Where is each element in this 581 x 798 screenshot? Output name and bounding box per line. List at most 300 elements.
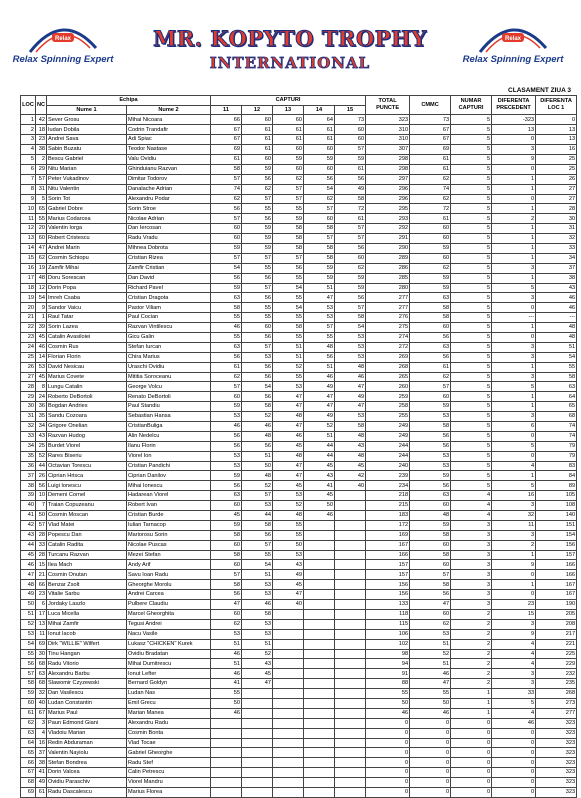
cell-capturi-12: 60 (242, 323, 273, 333)
cell-capturi-14 (304, 738, 335, 748)
cell-capturi-12: 56 (242, 174, 273, 184)
table-row (21, 441, 577, 451)
cell-nc: 54 (36, 293, 47, 303)
cell-numar-capturi: 3 (451, 570, 492, 580)
cell-capturi-11: 53 (211, 451, 242, 461)
cell-total-puncte: 275 (366, 323, 410, 333)
cell-total-puncte: 291 (366, 234, 410, 244)
cell-capturi-12 (242, 748, 273, 758)
table-row (21, 125, 577, 135)
cell-capturi-14: 64 (304, 115, 335, 125)
cell-diferenta-precedent: 0 (492, 590, 536, 600)
cell-total-puncte: 260 (366, 382, 410, 392)
cell-loc: 49 (21, 590, 36, 600)
cell-nc: 68 (36, 659, 47, 669)
cell-loc: 11 (21, 214, 36, 224)
cell-capturi-13: 46 (273, 431, 304, 441)
cell-diferenta-loc1: 54 (536, 352, 577, 362)
cell-capturi-14: 41 (304, 481, 335, 491)
table-row (21, 580, 577, 590)
cell-total-puncte: 0 (366, 718, 410, 728)
cell-capturi-14 (304, 787, 335, 797)
cell-nume1: Burdet Viorel (47, 441, 127, 451)
cell-diferenta-loc1: 55 (536, 362, 577, 372)
cell-capturi-11: 61 (211, 154, 242, 164)
cell-diferenta-precedent: 3 (492, 145, 536, 155)
cell-capturi-13: 53 (273, 550, 304, 560)
cell-total-puncte: 156 (366, 580, 410, 590)
cell-capturi-11: 56 (211, 431, 242, 441)
cell-nume1: Sandu Cozoara (47, 412, 127, 422)
cell-cmmc: 46 (410, 708, 451, 718)
cell-capturi-11: 69 (211, 145, 242, 155)
cell-diferenta-precedent: 0 (492, 787, 536, 797)
cell-nc: 9 (36, 303, 47, 313)
cell-capturi-14: 47 (304, 402, 335, 412)
cell-capturi-15: 53 (335, 342, 366, 352)
cell-cmmc: 0 (410, 748, 451, 758)
cell-capturi-11: 60 (211, 609, 242, 619)
cell-capturi-11 (211, 728, 242, 738)
cell-loc: 15 (21, 253, 36, 263)
cell-capturi-12: 57 (242, 194, 273, 204)
cell-capturi-14 (304, 649, 335, 659)
cell-total-puncte: 106 (366, 629, 410, 639)
cell-total-puncte: 239 (366, 471, 410, 481)
cell-diferenta-loc1: 268 (536, 689, 577, 699)
cell-loc: 57 (21, 669, 36, 679)
cell-capturi-15: 45 (335, 461, 366, 471)
cell-cmmc: 56 (410, 481, 451, 491)
cell-capturi-14 (304, 748, 335, 758)
cell-capturi-11: 63 (211, 342, 242, 352)
table-row (21, 718, 577, 728)
cell-nc: 19 (36, 263, 47, 273)
cell-numar-capturi: 3 (451, 540, 492, 550)
cell-total-puncte: 55 (366, 689, 410, 699)
cell-capturi-12: 51 (242, 451, 273, 461)
cell-loc: 62 (21, 718, 36, 728)
fish-arc-icon (26, 18, 100, 56)
cell-capturi-15: 58 (335, 422, 366, 432)
cell-diferenta-loc1: 323 (536, 718, 577, 728)
cell-capturi-13: 40 (273, 600, 304, 610)
cell-capturi-15 (335, 619, 366, 629)
cell-cmmc: 72 (410, 204, 451, 214)
cell-total-puncte: 307 (366, 145, 410, 155)
clasament-label: CLASAMENT ZIUA 3 (508, 87, 571, 94)
cell-numar-capturi: 5 (451, 214, 492, 224)
cell-loc: 3 (21, 135, 36, 145)
cell-nume2: Savu Ioan Radu (127, 570, 211, 580)
cell-numar-capturi: 5 (451, 293, 492, 303)
cell-capturi-15 (335, 511, 366, 521)
cell-capturi-12: 56 (242, 441, 273, 451)
cell-total-puncte: 293 (366, 214, 410, 224)
cell-numar-capturi: 5 (451, 471, 492, 481)
cell-capturi-12: 51 (242, 570, 273, 580)
table-row (21, 174, 577, 184)
cell-capturi-12: 57 (242, 283, 273, 293)
cell-nume1: Luigi Ionescu (47, 481, 127, 491)
cell-numar-capturi: 5 (451, 174, 492, 184)
cell-capturi-15 (335, 669, 366, 679)
cell-diferenta-loc1: 48 (536, 333, 577, 343)
cell-cmmc: 61 (410, 362, 451, 372)
table-row (21, 590, 577, 600)
cell-capturi-13: 51 (273, 342, 304, 352)
cell-capturi-11: 55 (211, 313, 242, 323)
cell-diferenta-loc1: 84 (536, 471, 577, 481)
cell-total-puncte: 0 (366, 787, 410, 797)
table-row (21, 609, 577, 619)
cell-nume2: Mititia Soroceanu (127, 372, 211, 382)
cell-capturi-14 (304, 580, 335, 590)
cell-capturi-14: 57 (304, 204, 335, 214)
cell-nume1: Nitu Marian (47, 164, 127, 174)
cell-numar-capturi: 1 (451, 689, 492, 699)
cell-capturi-15: 60 (335, 253, 366, 263)
cell-capturi-15 (335, 689, 366, 699)
cell-nume1: Roberto DeBortoli (47, 392, 127, 402)
cell-nume1: Imreh Csaba (47, 293, 127, 303)
cell-cmmc: 60 (410, 253, 451, 263)
cell-capturi-11 (211, 768, 242, 778)
cell-loc: 34 (21, 441, 36, 451)
cell-capturi-12: 60 (242, 115, 273, 125)
cell-capturi-13: 59 (273, 154, 304, 164)
cell-capturi-15: 53 (335, 333, 366, 343)
cell-numar-capturi: 2 (451, 619, 492, 629)
cell-diferenta-precedent: 9 (492, 154, 536, 164)
cell-capturi-12: 59 (242, 234, 273, 244)
table-row (21, 520, 577, 530)
cell-diferenta-loc1: 0 (536, 115, 577, 125)
cell-capturi-15: 57 (335, 303, 366, 313)
table-row (21, 412, 577, 422)
cell-capturi-15 (335, 778, 366, 788)
cell-capturi-12: 52 (242, 481, 273, 491)
cell-capturi-14: 45 (304, 491, 335, 501)
cell-capturi-14: 58 (304, 243, 335, 253)
cell-diferenta-loc1: 235 (536, 679, 577, 689)
table-row (21, 491, 577, 501)
cell-cmmc: 58 (410, 580, 451, 590)
cell-loc: 13 (21, 234, 36, 244)
cell-capturi-13: 55 (273, 372, 304, 382)
cell-total-puncte: 276 (366, 313, 410, 323)
cell-diferenta-loc1: 277 (536, 708, 577, 718)
table-row (21, 283, 577, 293)
cell-loc: 68 (21, 778, 36, 788)
cell-capturi-12: 47 (242, 679, 273, 689)
cell-capturi-11: 55 (211, 689, 242, 699)
table-row (21, 115, 577, 125)
cell-capturi-12 (242, 728, 273, 738)
cell-cmmc: 59 (410, 402, 451, 412)
cell-capturi-13: 51 (273, 352, 304, 362)
cell-capturi-13: 47 (273, 471, 304, 481)
cell-capturi-11: 60 (211, 392, 242, 402)
table-row (21, 214, 577, 224)
cell-capturi-14 (304, 778, 335, 788)
cell-capturi-12: 55 (242, 313, 273, 323)
cell-diferenta-precedent: 0 (492, 570, 536, 580)
cell-numar-capturi: 5 (451, 263, 492, 273)
cell-diferenta-precedent: 1 (492, 253, 536, 263)
table-row (21, 243, 577, 253)
cell-diferenta-precedent: 3 (492, 342, 536, 352)
cell-nume2: Gicu Galin (127, 333, 211, 343)
cell-capturi-11: 56 (211, 273, 242, 283)
table-row (21, 669, 577, 679)
cell-numar-capturi: 3 (451, 560, 492, 570)
cell-total-puncte: 298 (366, 164, 410, 174)
cell-loc: 16 (21, 263, 36, 273)
cell-nc: 15 (36, 560, 47, 570)
cell-diferenta-precedent: 1 (492, 184, 536, 194)
cell-numar-capturi: 5 (451, 303, 492, 313)
cell-cmmc: 60 (410, 392, 451, 402)
cell-nc: 38 (36, 145, 47, 155)
cell-loc: 22 (21, 323, 36, 333)
table-row (21, 679, 577, 689)
cell-capturi-11 (211, 758, 242, 768)
cell-capturi-12: 61 (242, 135, 273, 145)
table-row (21, 184, 577, 194)
cell-capturi-13 (273, 639, 304, 649)
cell-numar-capturi: 2 (451, 659, 492, 669)
cell-total-puncte: 296 (366, 194, 410, 204)
cell-capturi-11: 59 (211, 283, 242, 293)
cell-diferenta-loc1: 154 (536, 530, 577, 540)
cell-loc: 4 (21, 145, 36, 155)
cell-loc: 28 (21, 382, 36, 392)
cell-numar-capturi: 5 (451, 362, 492, 372)
cell-numar-capturi: 5 (451, 431, 492, 441)
cell-nume1: Octavian Torescu (47, 461, 127, 471)
table-row (21, 619, 577, 629)
cell-capturi-11: 58 (211, 303, 242, 313)
cell-cmmc: 63 (410, 342, 451, 352)
cell-capturi-12 (242, 768, 273, 778)
cell-diferenta-precedent: 15 (492, 609, 536, 619)
cell-cmmc: 0 (410, 738, 451, 748)
cell-nume1: Sandor Vaicu (47, 303, 127, 313)
cell-cmmc: 46 (410, 669, 451, 679)
cell-loc: 40 (21, 501, 36, 511)
cell-capturi-13 (273, 689, 304, 699)
cell-capturi-11: 60 (211, 234, 242, 244)
cell-nc: 13 (36, 619, 47, 629)
cell-cmmc: 63 (410, 491, 451, 501)
cell-capturi-13: 55 (273, 293, 304, 303)
cell-capturi-11: 60 (211, 540, 242, 550)
cell-numar-capturi: 5 (451, 194, 492, 204)
cell-capturi-11: 45 (211, 511, 242, 521)
cell-capturi-15: 53 (335, 352, 366, 362)
cell-capturi-14: 47 (304, 293, 335, 303)
cell-diferenta-precedent: 0 (492, 758, 536, 768)
cell-nc: 6 (36, 600, 47, 610)
cell-capturi-15 (335, 520, 366, 530)
cell-capturi-15: 48 (335, 362, 366, 372)
cell-capturi-15: 49 (335, 392, 366, 402)
cell-loc: 41 (21, 511, 36, 521)
cell-capturi-11: 62 (211, 372, 242, 382)
cell-nume1: Vladoiu Marian (47, 728, 127, 738)
cell-nc: 69 (36, 639, 47, 649)
cell-nume2: Valu Ovidiu (127, 154, 211, 164)
table-row (21, 481, 577, 491)
cell-nc: 50 (36, 511, 47, 521)
cell-nume2: Danalache Adrian (127, 184, 211, 194)
cell-numar-capturi: 5 (451, 422, 492, 432)
cell-capturi-15: 72 (335, 204, 366, 214)
cell-nume2: Lukasz "CHICKEN" Kurek (127, 639, 211, 649)
cell-capturi-12: 45 (242, 669, 273, 679)
cell-loc: 2 (21, 125, 36, 135)
cell-nume2: Ludan Nas (127, 689, 211, 699)
table-row (21, 560, 577, 570)
cell-nc: 2 (36, 154, 47, 164)
cell-diferenta-precedent: 0 (492, 768, 536, 778)
cell-total-puncte: 183 (366, 511, 410, 521)
header-capturi-15: 15 (335, 106, 366, 115)
cell-capturi-13 (273, 659, 304, 669)
cell-numar-capturi: 3 (451, 600, 492, 610)
cell-capturi-13 (273, 718, 304, 728)
table-row (21, 164, 577, 174)
cell-cmmc: 62 (410, 194, 451, 204)
fish-arc-icon (476, 18, 550, 56)
cell-numar-capturi: 5 (451, 234, 492, 244)
cell-nc: 29 (36, 164, 47, 174)
cell-nume1: Sever Grosu (47, 115, 127, 125)
cell-nc: 18 (36, 125, 47, 135)
cell-capturi-13: 43 (273, 560, 304, 570)
cell-total-puncte: 115 (366, 619, 410, 629)
cell-capturi-12: 58 (242, 609, 273, 619)
cell-nc: 7 (36, 501, 47, 511)
cell-diferenta-loc1: 89 (536, 481, 577, 491)
cell-loc: 36 (21, 461, 36, 471)
cell-diferenta-precedent: 3 (492, 679, 536, 689)
cell-nume2: Ciprian Danilov (127, 471, 211, 481)
cell-numar-capturi: 5 (451, 154, 492, 164)
cell-total-puncte: 259 (366, 392, 410, 402)
cell-cmmc: 56 (410, 441, 451, 451)
cell-capturi-13: 57 (273, 184, 304, 194)
cell-nume2: Zamfir Cristian (127, 263, 211, 273)
cell-capturi-15: 57 (335, 145, 366, 155)
cell-diferenta-precedent: 33 (492, 689, 536, 699)
cell-cmmc: 51 (410, 639, 451, 649)
cell-capturi-14: 62 (304, 194, 335, 204)
cell-nume2: Andy Arif (127, 560, 211, 570)
cell-nume2: Renato DeBortoli (127, 392, 211, 402)
cell-cmmc: 62 (410, 372, 451, 382)
cell-capturi-13: 57 (273, 253, 304, 263)
cell-numar-capturi: 5 (451, 481, 492, 491)
cell-nc: 23 (36, 135, 47, 145)
cell-nc: 56 (36, 481, 47, 491)
cell-nume2: Vlad Tocae (127, 738, 211, 748)
cell-numar-capturi: 4 (451, 501, 492, 511)
table-row (21, 135, 577, 145)
cell-nc: 60 (36, 234, 47, 244)
cell-capturi-13 (273, 768, 304, 778)
cell-capturi-12 (242, 758, 273, 768)
cell-capturi-12: 58 (242, 520, 273, 530)
cell-nume1: Cosmin Onutan (47, 570, 127, 580)
cell-capturi-11: 60 (211, 560, 242, 570)
cell-capturi-13: 47 (273, 402, 304, 412)
cell-diferenta-precedent: 3 (492, 352, 536, 362)
cell-diferenta-loc1: 79 (536, 451, 577, 461)
cell-numar-capturi: 5 (451, 412, 492, 422)
cell-capturi-11: 59 (211, 243, 242, 253)
cell-diferenta-loc1: 108 (536, 501, 577, 511)
cell-capturi-13 (273, 629, 304, 639)
table-row (21, 234, 577, 244)
cell-capturi-12: 57 (242, 540, 273, 550)
cell-capturi-14: 51 (304, 362, 335, 372)
cell-capturi-14 (304, 619, 335, 629)
cell-capturi-12: 44 (242, 511, 273, 521)
cell-loc: 63 (21, 728, 36, 738)
cell-loc: 31 (21, 412, 36, 422)
cell-nume1: Robert Cristescu (47, 234, 127, 244)
cell-diferenta-precedent: 5 (492, 283, 536, 293)
cell-nume2: Viorel Ion (127, 451, 211, 461)
cell-diferenta-precedent: 3 (492, 619, 536, 629)
cell-diferenta-precedent: 3 (492, 263, 536, 273)
cell-numar-capturi: 2 (451, 679, 492, 689)
cell-capturi-15: 46 (335, 372, 366, 382)
cell-diferenta-precedent: 11 (492, 520, 536, 530)
cell-capturi-14: 60 (304, 214, 335, 224)
cell-nc: 21 (36, 570, 47, 580)
table-row (21, 758, 577, 768)
cell-capturi-11: 57 (211, 253, 242, 263)
cell-capturi-15: 48 (335, 431, 366, 441)
cell-nc: 25 (36, 441, 47, 451)
cell-capturi-12: 54 (242, 560, 273, 570)
table-row (21, 550, 577, 560)
cell-capturi-15 (335, 679, 366, 689)
cell-cmmc: 47 (410, 679, 451, 689)
cell-diferenta-precedent: 2 (492, 214, 536, 224)
table-row (21, 323, 577, 333)
cell-diferenta-precedent: 1 (492, 273, 536, 283)
cell-capturi-15: 43 (335, 441, 366, 451)
cell-total-puncte: 255 (366, 412, 410, 422)
cell-total-puncte: 285 (366, 273, 410, 283)
cell-nume2: Dan Iercosan (127, 224, 211, 234)
header-capturi-11: 11 (211, 106, 242, 115)
cell-cmmc: 56 (410, 590, 451, 600)
cell-numar-capturi: 5 (451, 451, 492, 461)
cell-nume2: Calin Petrescu (127, 768, 211, 778)
cell-capturi-12: 56 (242, 530, 273, 540)
logo-brand-text: Relax Spinning Expert (12, 54, 114, 65)
cell-cmmc: 58 (410, 422, 451, 432)
cell-capturi-11: 59 (211, 520, 242, 530)
cell-diferenta-loc1: 323 (536, 738, 577, 748)
cell-numar-capturi: 3 (451, 590, 492, 600)
header-nume2: Nume 2 (127, 106, 211, 115)
